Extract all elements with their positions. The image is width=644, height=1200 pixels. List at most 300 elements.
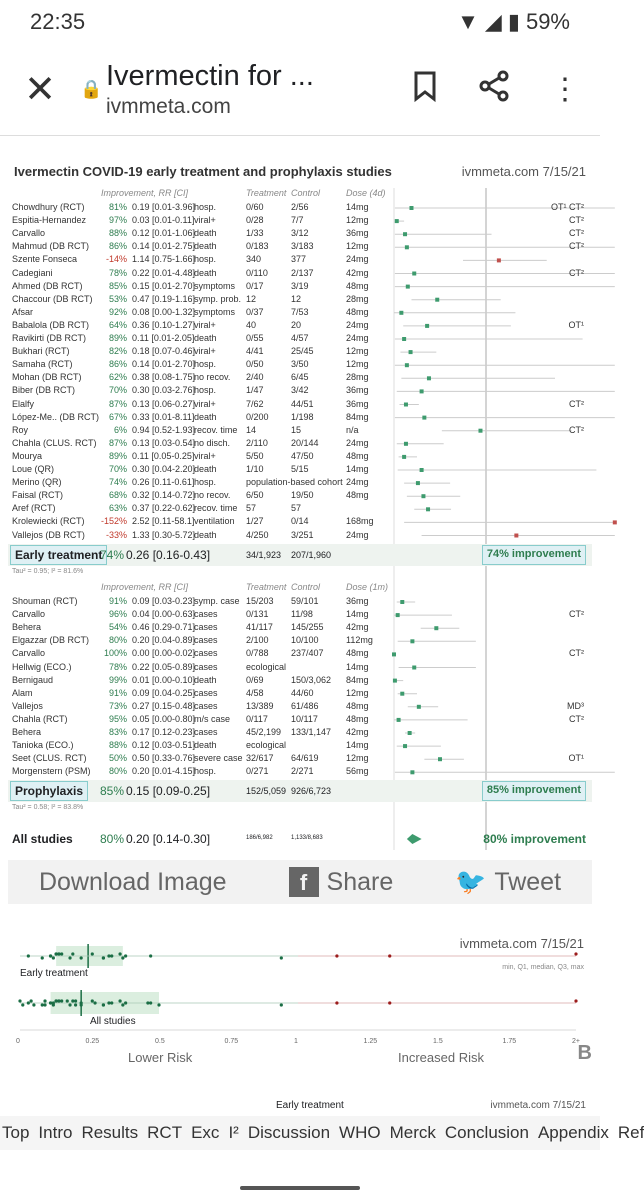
early-column-header: [8, 188, 592, 201]
study-rr: 0.17 [0.12-0.23]: [132, 727, 196, 737]
early-dot: [27, 954, 30, 957]
all-dot: [32, 1003, 35, 1006]
study-name: Elalfy: [12, 398, 35, 409]
share-icon[interactable]: [460, 70, 530, 110]
study-treatment: 12: [246, 293, 257, 304]
all-dot: [388, 1001, 391, 1004]
study-rr: 0.12 [0.03-0.51]: [132, 740, 196, 751]
study-name: Aref (RCT): [12, 503, 56, 514]
study-name: Szente Fonseca: [12, 254, 78, 265]
study-outcome: symp. case: [194, 596, 240, 606]
study-treatment: 0/17: [246, 280, 264, 291]
more-menu-icon[interactable]: ⋮: [550, 73, 580, 106]
study-dose: 48mg: [346, 700, 369, 711]
page-title: Ivermectin for ...: [106, 60, 314, 92]
study-dose: n/a: [346, 424, 359, 435]
tick-label: 0.75: [224, 1038, 239, 1045]
all-dot: [157, 1003, 160, 1006]
study-outcome: no recov.: [194, 372, 231, 383]
study-rr: 1.33 [0.30-5.72]: [132, 529, 196, 540]
study-treatment: 0/200: [246, 411, 269, 422]
study-name: Vallejos: [12, 700, 43, 711]
study-dose: 56mg: [346, 766, 369, 777]
summary-rr: 0.26 [0.16-0.43]: [126, 548, 211, 562]
study-row: [8, 662, 592, 675]
study-control: 59/101: [291, 596, 319, 606]
study-rr: 1.14 [0.75-1.66]: [132, 254, 196, 265]
study-control: 3/12: [291, 228, 309, 239]
study-treatment: 4/58: [246, 687, 264, 698]
study-treatment: 57: [246, 503, 257, 514]
all-dot: [49, 1001, 52, 1004]
study-note: CT²: [569, 398, 584, 409]
tick-label: 1.75: [502, 1038, 517, 1045]
study-rr: 0.13 [0.03-0.54]: [132, 437, 196, 448]
nav-item-who[interactable]: WHO: [339, 1123, 381, 1142]
study-improvement: 88%: [108, 228, 127, 239]
study-improvement: 95%: [108, 713, 127, 724]
all-dot: [80, 1001, 83, 1004]
study-dose: 42mg: [346, 622, 369, 633]
share-bar: [8, 860, 592, 904]
study-treatment: 40: [246, 319, 257, 330]
download-image-button[interactable]: Download Image: [38, 867, 227, 896]
browser-toolbar: [0, 44, 600, 136]
study-dose: 14mg: [346, 609, 369, 620]
study-rr: 0.32 [0.14-0.72]: [132, 490, 196, 501]
nav-item-ref[interactable]: Ref: [617, 1123, 644, 1142]
study-name: Babalola (DB RCT): [12, 319, 90, 330]
all-improvement: 80%: [100, 832, 125, 846]
study-rr: 0.14 [0.01-2.75]: [132, 241, 196, 252]
study-rr: 0.26 [0.11-0.61]: [132, 477, 195, 488]
study-rr: 0.33 [0.01-8.11]: [132, 411, 195, 422]
study-treatment: 1/33: [246, 228, 264, 239]
clock: 22:35: [30, 9, 86, 34]
study-control: 44/51: [291, 398, 314, 409]
study-control: 44/60: [291, 687, 314, 698]
study-row: [8, 294, 592, 307]
early-dot: [68, 956, 71, 959]
tick-label: 0: [16, 1038, 20, 1045]
study-improvement: 53%: [108, 293, 127, 304]
study-row: [8, 714, 592, 727]
early-dot: [80, 956, 83, 959]
study-rr: 0.11 [0.01-2.05]: [132, 333, 195, 343]
study-improvement: 83%: [108, 727, 127, 737]
study-name: Morgenstern (PSM): [12, 766, 91, 777]
all-dot: [52, 1001, 55, 1004]
study-row: [8, 333, 592, 346]
study-treatment: 2/40: [246, 372, 264, 383]
study-treatment: 41/117: [246, 622, 273, 633]
all-dot: [121, 1003, 124, 1006]
study-outcome: death: [194, 333, 217, 343]
study-row: [8, 516, 592, 529]
study-rr: 0.22 [0.01-4.48]: [132, 267, 196, 278]
study-name: Shouman (RCT): [12, 596, 78, 606]
study-outcome: viral+: [194, 450, 216, 461]
all-dot: [30, 999, 33, 1002]
early-dot: [118, 952, 121, 955]
study-rr: 0.12 [0.01-1.06]: [132, 228, 196, 239]
study-outcome: hosp.: [194, 202, 217, 212]
study-rr: 0.50 [0.33-0.76]: [132, 753, 196, 764]
study-control: 15: [291, 424, 302, 435]
study-dose: 84mg: [346, 674, 369, 685]
page-domain: ivmmeta.com: [106, 95, 231, 118]
all-dot: [57, 999, 60, 1002]
study-improvement: -33%: [105, 529, 127, 540]
study-outcome: hosp.: [194, 385, 217, 396]
study-improvement: 89%: [108, 450, 127, 461]
study-improvement: -152%: [101, 516, 128, 527]
study-name: Chaccour (DB RCT): [12, 293, 93, 304]
b-marker: B: [577, 1042, 592, 1064]
study-dose: 14mg: [346, 464, 369, 474]
study-improvement: 91%: [108, 687, 127, 698]
all-rr: 0.20 [0.14-0.30]: [126, 832, 211, 846]
study-name: Mahmud (DB RCT): [12, 241, 90, 252]
study-name: Hellwig (ECO.): [12, 661, 72, 672]
study-outcome: cases: [194, 622, 218, 633]
study-row: [8, 622, 592, 635]
prophylaxis-heterogeneity: Tau² = 0.58; I² = 83.8%: [12, 804, 84, 811]
study-name: Samaha (RCT): [12, 359, 73, 370]
study-note: OT¹: [568, 319, 584, 330]
nav-item-appendix[interactable]: Appendix: [537, 1123, 609, 1142]
study-treatment: 4/250: [246, 529, 269, 540]
study-treatment: 0/60: [246, 202, 264, 212]
study-improvement: 70%: [108, 385, 127, 396]
study-dose: 42mg: [346, 267, 369, 278]
study-improvement: 86%: [108, 359, 127, 370]
share-button[interactable]: [289, 867, 394, 897]
study-name: Carvallo: [12, 228, 46, 239]
effect-marker: [613, 520, 617, 524]
study-dose: 168mg: [346, 516, 374, 527]
study-improvement: 73%: [108, 700, 127, 711]
study-dose: 12mg: [346, 359, 369, 370]
study-row: [8, 254, 592, 267]
increased-risk-label: Increased Risk: [398, 1050, 484, 1065]
study-improvement: 78%: [108, 661, 127, 672]
nav-item-intro[interactable]: Intro: [38, 1123, 73, 1142]
study-rr: 0.37 [0.22-0.62]: [132, 503, 196, 514]
study-note: MD³: [567, 700, 584, 711]
nav-item-results[interactable]: Results: [81, 1123, 139, 1142]
study-control: 12: [291, 293, 302, 304]
summary-improvement: 85%: [100, 784, 125, 798]
distribution-chart: [8, 930, 592, 1070]
dist-all-label: All studies: [90, 1016, 136, 1027]
study-rr: 0.20 [0.01-4.15]: [132, 766, 196, 777]
study-treatment: 0/28: [246, 215, 264, 226]
study-name: Roy: [12, 424, 29, 435]
study-rr: 0.03 [0.01-0.11]: [132, 215, 195, 226]
study-note: CT²: [569, 215, 584, 226]
all-dot: [74, 999, 77, 1002]
study-rr: 0.30 [0.03-2.76]: [132, 385, 196, 396]
study-control: 61/486: [291, 700, 319, 711]
study-dose: 48mg: [346, 490, 369, 501]
study-row: [8, 753, 592, 766]
study-treatment: 2/100: [246, 635, 269, 646]
study-treatment: 5/50: [246, 450, 264, 461]
study-treatment: 0/183: [246, 241, 269, 252]
study-name: Mohan (DB RCT): [12, 372, 82, 383]
header-dose: Dose (4d): [346, 188, 386, 198]
summary-control: 926/6,723: [291, 786, 332, 796]
study-dose: 14mg: [346, 202, 369, 212]
nav-item-conclusion[interactable]: Conclusion: [444, 1123, 529, 1142]
study-dose: 12mg: [346, 215, 369, 226]
study-row: [8, 675, 592, 688]
study-treatment: 1/10: [246, 464, 264, 474]
study-rr: 0.11 [0.05-0.25]: [132, 450, 195, 461]
study-name: Ahmed (DB RCT): [12, 280, 83, 291]
study-name: Carvallo: [12, 609, 46, 620]
study-rr: 2.52 [0.11-58.1]: [132, 516, 195, 527]
study-outcome: no disch.: [194, 437, 231, 448]
study-improvement: 86%: [108, 241, 127, 252]
all-treatment: 186/6,982: [246, 835, 273, 841]
study-outcome: cases: [194, 700, 218, 711]
study-name: Bernigaud: [12, 674, 54, 685]
status-bar: [0, 0, 600, 44]
study-rr: 0.19 [0.01-3.96]: [132, 202, 196, 212]
study-control: 1/198: [291, 411, 314, 422]
study-control: 3/251: [291, 529, 314, 540]
study-improvement: 82%: [108, 346, 127, 357]
study-improvement: 54%: [108, 622, 127, 633]
early-heterogeneity: Tau² = 0.95; I² = 81.6%: [12, 568, 84, 575]
study-name: López-Me.. (DB RCT): [12, 411, 100, 422]
study-dose: 14mg: [346, 740, 369, 751]
status-icons: [457, 9, 570, 35]
tick-label: 0.25: [85, 1038, 100, 1045]
study-note: CT²: [569, 609, 584, 620]
study-outcome: hosp.: [194, 477, 217, 488]
nav-item-top[interactable]: Top: [2, 1123, 30, 1142]
study-treatment: 0/55: [246, 333, 264, 343]
tick-label: 1.25: [363, 1038, 378, 1045]
study-name: Espitia-Hernandez: [12, 215, 87, 226]
nav-item-exc[interactable]: Exc: [191, 1123, 220, 1142]
forest-plot-figure: [8, 160, 592, 860]
early-dot: [91, 952, 94, 955]
study-improvement: 87%: [108, 437, 127, 448]
header-control: Control: [291, 582, 321, 592]
all-label: All studies: [12, 832, 73, 846]
study-improvement: 91%: [108, 596, 127, 606]
early-dot: [110, 954, 113, 957]
study-dose: 28mg: [346, 293, 369, 304]
study-row: [8, 503, 592, 516]
study-control: 6/45: [291, 372, 309, 383]
study-dose: 112mg: [346, 635, 373, 646]
study-treatment: 45/2,199: [246, 727, 282, 737]
study-rr: 0.08 [0.00-1.32]: [132, 306, 196, 317]
study-row: [8, 268, 592, 281]
study-control: 4/57: [291, 333, 309, 343]
nav-item-discussion[interactable]: Discussion: [247, 1123, 331, 1142]
study-outcome: hosp.: [194, 359, 217, 370]
all-studies-row: [8, 828, 592, 850]
study-rr: 0.01 [0.00-0.10]: [132, 674, 196, 685]
next-figure-title: Early treatment: [276, 1100, 344, 1111]
tweet-button[interactable]: [455, 868, 561, 897]
study-row: [8, 648, 592, 661]
summary-control: 207/1,960: [291, 550, 332, 560]
study-dose: 24mg: [346, 319, 369, 330]
study-dose: 48mg: [346, 648, 369, 659]
study-rr: 0.09 [0.03-0.23]: [132, 596, 196, 606]
study-improvement: 80%: [108, 766, 127, 777]
figure-title: Ivermectin COVID-19 early treatment and prophylaxis studies: [14, 164, 392, 179]
study-control: 20/144: [291, 437, 319, 448]
study-note: OT¹ CT²: [551, 202, 584, 212]
all-dot: [41, 1003, 44, 1006]
study-outcome: death: [194, 464, 217, 474]
study-outcome: viral+: [194, 398, 216, 409]
study-rr: 0.09 [0.04-0.25]: [132, 687, 196, 698]
prophylaxis-summary-row: [8, 780, 592, 802]
study-treatment: 2/110: [246, 437, 268, 448]
study-rr: 0.94 [0.52-1.93]: [132, 424, 196, 435]
study-dose: 84mg: [346, 411, 369, 422]
all-dot: [21, 1003, 24, 1006]
tweet-label: Tweet: [494, 867, 562, 896]
study-improvement: 6%: [113, 424, 127, 435]
study-row: [8, 412, 592, 425]
study-rr: 0.05 [0.00-0.80]: [132, 713, 196, 724]
study-outcome: cases: [194, 648, 218, 659]
early-dot: [121, 956, 124, 959]
home-indicator[interactable]: [240, 1186, 360, 1190]
study-outcome: death: [194, 411, 217, 422]
study-treatment: 0/110: [246, 267, 268, 278]
study-outcome: death: [194, 529, 217, 540]
study-rr: 0.38 [0.08-1.75]: [132, 372, 196, 383]
study-row: [8, 346, 592, 359]
tick-label: 1.5: [433, 1038, 443, 1045]
study-outcome: cases: [194, 635, 218, 646]
early-dot: [280, 956, 283, 959]
header-dose: Dose (1m): [346, 582, 389, 592]
study-note: CT²: [569, 228, 584, 239]
study-control: 0/14: [291, 516, 309, 527]
bookmark-icon[interactable]: [390, 71, 460, 109]
study-dose: 48mg: [346, 450, 369, 461]
all-dot: [18, 999, 21, 1002]
study-outcome: ventilation: [194, 516, 235, 527]
early-dot: [49, 954, 52, 957]
study-control: 3/183: [291, 241, 314, 252]
study-row: [8, 701, 592, 714]
figure-site: ivmmeta.com 7/15/21: [461, 164, 586, 179]
study-outcome: death: [194, 740, 217, 751]
study-note: CT²: [569, 267, 584, 278]
study-improvement: 63%: [108, 503, 127, 514]
all-dot: [124, 1001, 127, 1004]
all-dot: [149, 1001, 152, 1004]
study-treatment: 15/203: [246, 596, 274, 606]
facebook-icon: f: [289, 867, 319, 897]
study-dose: 36mg: [346, 385, 369, 396]
study-treatment: ecological: [246, 740, 287, 751]
all-dot: [118, 999, 121, 1002]
study-outcome: cases: [194, 661, 218, 672]
all-dot: [110, 1001, 113, 1004]
study-rr: 0.18 [0.07-0.46]: [132, 346, 196, 357]
study-row: [8, 438, 592, 451]
nav-item-merck[interactable]: Merck: [389, 1123, 436, 1142]
study-dose: 48mg: [346, 306, 369, 317]
early-dot: [57, 952, 60, 955]
study-row: [8, 490, 592, 503]
study-treatment: ecological: [246, 661, 287, 672]
summary-improvement: 74%: [100, 548, 125, 562]
study-note: CT²: [569, 648, 584, 659]
url-area[interactable]: [106, 60, 390, 119]
all-dot: [71, 999, 74, 1002]
all-dot: [93, 1001, 96, 1004]
study-row: [8, 635, 592, 648]
study-treatment: 7/62: [246, 398, 264, 409]
summary-improvement-box: 74% improvement: [482, 545, 586, 565]
nav-item-ii2[interactable]: I²: [228, 1123, 239, 1142]
all-dot: [27, 1001, 30, 1004]
all-dot: [66, 999, 69, 1002]
study-control: 11/98: [291, 609, 313, 620]
study-improvement: 68%: [108, 490, 127, 501]
study-row: [8, 530, 592, 543]
study-control: 2/137: [291, 267, 314, 278]
study-control: 2/56: [291, 202, 309, 212]
nav-item-rct[interactable]: RCT: [147, 1123, 183, 1142]
study-dose: 36mg: [346, 596, 369, 606]
study-control: 150/3,062: [291, 674, 332, 685]
study-outcome: death: [194, 674, 217, 685]
study-outcome: viral+: [194, 319, 216, 330]
dist-plot: [8, 930, 592, 1070]
study-rr: 0.00 [0.00-0.02]: [132, 648, 196, 659]
study-rr: 0.20 [0.04-0.89]: [132, 635, 196, 646]
study-note: CT²: [569, 424, 584, 435]
study-row: [8, 425, 592, 438]
next-figure-site: ivmmeta.com 7/15/21: [490, 1100, 586, 1111]
study-row: [8, 281, 592, 294]
study-improvement: 99%: [108, 674, 127, 685]
study-outcome: death: [194, 267, 217, 278]
study-control: 145/255: [291, 622, 324, 633]
study-improvement: 88%: [108, 740, 127, 751]
all-dot: [91, 999, 94, 1002]
all-dot: [74, 1003, 77, 1006]
close-icon[interactable]: ✕: [24, 69, 56, 111]
study-name: Merino (QR): [12, 477, 62, 488]
study-row: [8, 320, 592, 333]
study-outcome: viral+: [194, 346, 216, 357]
study-dose: 48mg: [346, 713, 369, 724]
study-dose: 24mg: [346, 437, 369, 448]
study-outcome: symptoms: [194, 280, 236, 291]
study-improvement: 50%: [108, 753, 127, 764]
study-name: Elgazzar (DB RCT): [12, 635, 90, 646]
study-treatment: 6/50: [246, 490, 264, 501]
study-improvement: 81%: [108, 202, 127, 212]
